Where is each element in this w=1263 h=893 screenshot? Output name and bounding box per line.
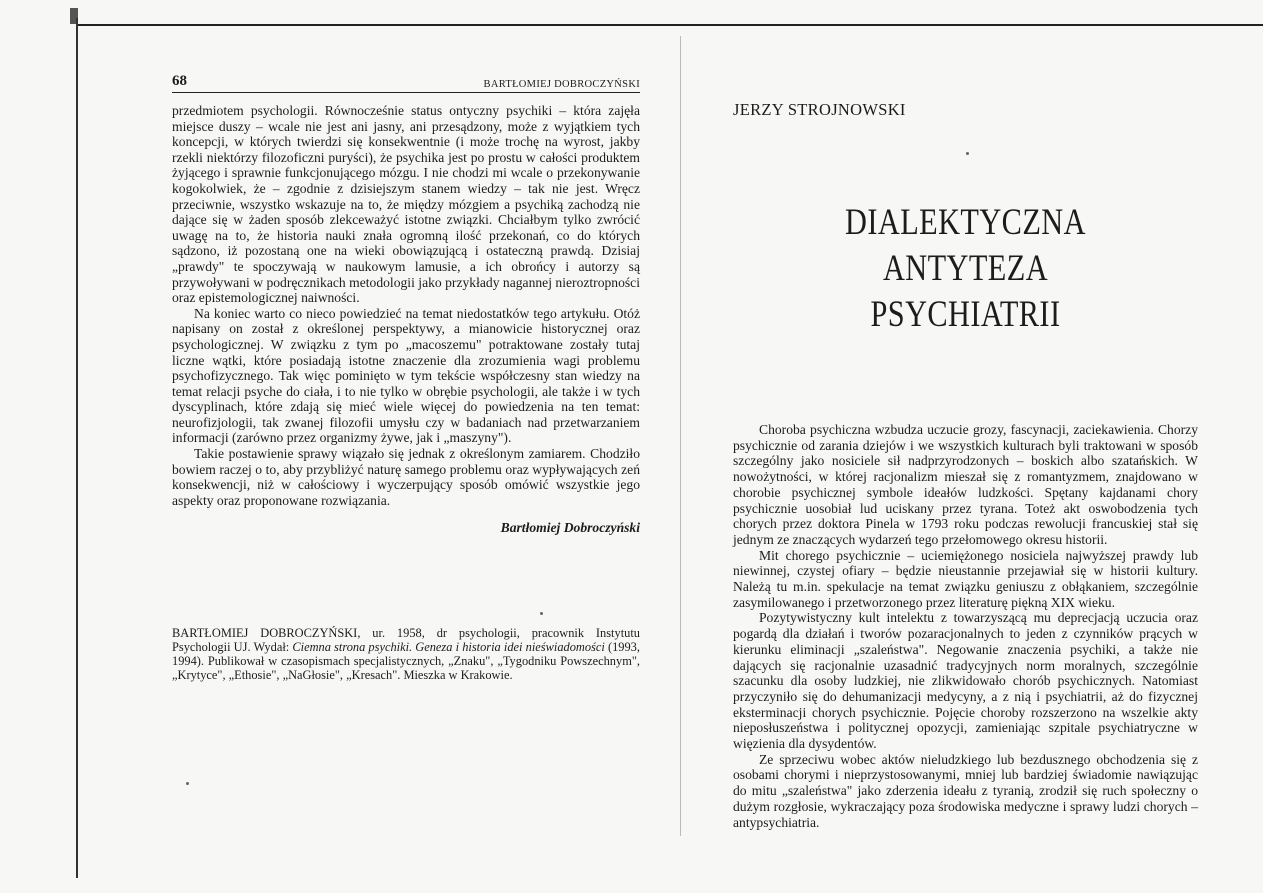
paragraph: Pozytywistyczny kult intelektu z towarzyszącą mu deprecjacją uczucia oraz pogardą dla działań i tworów pozaracjonalnych to jeden z czynników prących w kierunku eliminacji „szaleństwa". Negowanie znaczenia psychiki, a także nie dających się racjonalnie uzasadnić tradycyjnych norm moralnych, szczególnie szacunku dla osoby ludzkiej, nie zlikwidowało chorób psychicznych. Natomiast przyczyniło się do dehumanizacji medycyny, a z nią i psychiatrii, aż do fizycznej eksterminacji chorych psychicznie. Pojęcie choroby rozszerzono na wszelkie akty nieposłuszeństwa i politycznej opozycji, zamieniając szpitale psychiatryczne w więzienia dla dysydentów. xyxy=(733,610,1198,752)
article-body xyxy=(733,422,1198,830)
paragraph: Takie postawienie sprawy wiązało się jednak z określonym zamiarem. Chodziło bowiem raczej o to, aby przybliżyć naturę samego problemu oraz wypływających zeń konsekwencji, niż w całościowy i wyczerpujący sposób omówić wszystkie jego aspekty oraz proponowane rozwiązania. xyxy=(172,446,640,508)
title-line-2: PSYCHIATRII xyxy=(870,294,1061,335)
article-body xyxy=(172,103,640,508)
scan-edge-top xyxy=(78,24,1263,26)
scan-speck xyxy=(540,612,543,615)
paragraph: Na koniec warto co nieco powiedzieć na temat niedostatków tego artykułu. Otóż napisany on został z określonej perspektywy, a mianowicie historycznej oraz psychologicznej. W związku z tym po „macoszemu" potraktowane zostały tutaj liczne wątki, które posiadają istotne znaczenie dla zrozumienia wagi problemu psychofizycznego. Tak więc pominięto w tym tekście współczesny stan wiedzy na temat relacji psyche do ciała, i to nie tylko w obrębie psychologii, ale także i w tych dyscyplinach, które zdają się mieć wiele więcej do powiedzenia na ten temat: neurofizjologii, tak zwanej filozofii umysłu czy w badaniach nad przetwarzaniem informacji (zarówno przez organizmy żywe, jak i „maszyny"). xyxy=(172,305,640,446)
paragraph: przedmiotem psychologii. Równocześnie status ontyczny psychiki – która zajęła miejsce duszy – wcale nie jest ani jasny, ani przesądzony, może z wyjątkiem tych koncepcji, w których twierdzi się konsekwentnie (i może trochę na wyrost, jakby rzekli niektórzy filozoficzni puryści), że psychika jest po prostu w całości produktem żyjącego i sprawnie funkcjonującego mózgu. I nie chodzi mi wcale o przekonywanie kogokolwiek, że – zgodnie z dzisiejszym stanem wiedzy – tak nie jest. Wręcz przeciwnie, wszystko wskazuje na to, że między mózgiem a psychiką zachodzą nie dające się w żaden sposób zlekceważyć istotne związki. Chciałbym tylko zwrócić uwagę na to, że historia nauki znała ogromną ilość przekonań, co do których sądzono, iż pozostaną one na wieki obowiązującą i ostateczną prawdą. Dzisiaj „prawdy" te spoczywają w naukowym lamusie, a ich obrońcy i autorzy są przywoływani w podręcznikach metodologii jako przykłady nagannej nieroztropności oraz epistemologicznej naiwności. xyxy=(172,103,640,306)
scan-edge-left xyxy=(76,18,78,878)
paragraph: Ze sprzeciwu wobec aktów nieludzkiego lub bezdusznego obchodzenia się z osobami chorymi i nieprzystosowanymi, mniej lub bardziej świadomie nawiązując do mitu „szaleństwa" jako zderzenia ideału z tyranią, zrodził się ruch społeczny o dużym rozgłosie, wykraczający poza środowiska medyczne i sprawy ludzi chorych – antypsychiatria. xyxy=(733,751,1198,830)
bio-book-titles: Ciemna strona psychiki. Geneza i historia idei nieświadomości xyxy=(292,640,605,654)
bio-name: BARTŁOMIEJ DOBROCZYŃSKI xyxy=(172,626,358,640)
paragraph: Choroba psychiczna wzbudza uczucie grozy, fascynacji, zaciekawienia. Chorzy psychicznie od zarania dziejów i we wszystkich kulturach byli traktowani w sposób szczególny jako nosiciele sił nadprzyrodzonych – boskich albo szatańskich. W nowożytności, w której racjonalizm mieszał się z romantyzmem, znajdowano w chorobie psychicznej symbole ideałów ludzkości. Spętany kajdanami chory psychicznie uosobiał lud uciskany przez tyrana. Toteż akt oswobodzenia tych chorych przez doktora Pinela w 1793 roku podczas rewolucji francuskiej stał się jednym ze znaczących wydarzeń tego przełomowego okresu historii. xyxy=(733,422,1198,547)
book-gutter xyxy=(680,36,681,836)
bio-text-after: (1993, 1994). Publikował w czasopismach specjalistycznych, „Znaku", „Tygodniku Powszechnym", „Krytyce", „Ethosie", „NaGłosie", „Kresach". Mieszka w Krakowie. xyxy=(172,640,640,682)
page-header xyxy=(172,70,640,93)
author-signature: Bartłomiej Dobroczyński xyxy=(500,520,640,536)
author-bio xyxy=(172,626,640,682)
article-title xyxy=(775,200,1156,338)
right-page xyxy=(733,100,1198,830)
bio-text-before: , ur. 1958, dr psychologii, pracownik Instytutu Psychologii UJ. Wydał: xyxy=(172,626,640,654)
title-line-1: DIALEKTYCZNA ANTYTEZA xyxy=(845,202,1086,289)
article-author: JERZY STROJNOWSKI xyxy=(733,100,906,119)
scan-speck xyxy=(966,152,969,155)
scan-speck xyxy=(186,782,189,785)
left-page xyxy=(172,70,640,536)
paragraph: Mit chorego psychicznie – uciemiężonego nosiciela najwyższej prawdy lub niewinnej, czystej ofiary – będzie nieustannie przejawiał się w historii kultury. Należą tu m.in. spekulacje na temat związku geniuszu z obłąkaniem, szczególnie zasymilowanego i przetworzonego przez literaturę piękną XIX wieku. xyxy=(733,547,1198,610)
page-number: 68 xyxy=(172,73,187,89)
running-head: BARTŁOMIEJ DOBROCZYŃSKI xyxy=(483,79,640,90)
